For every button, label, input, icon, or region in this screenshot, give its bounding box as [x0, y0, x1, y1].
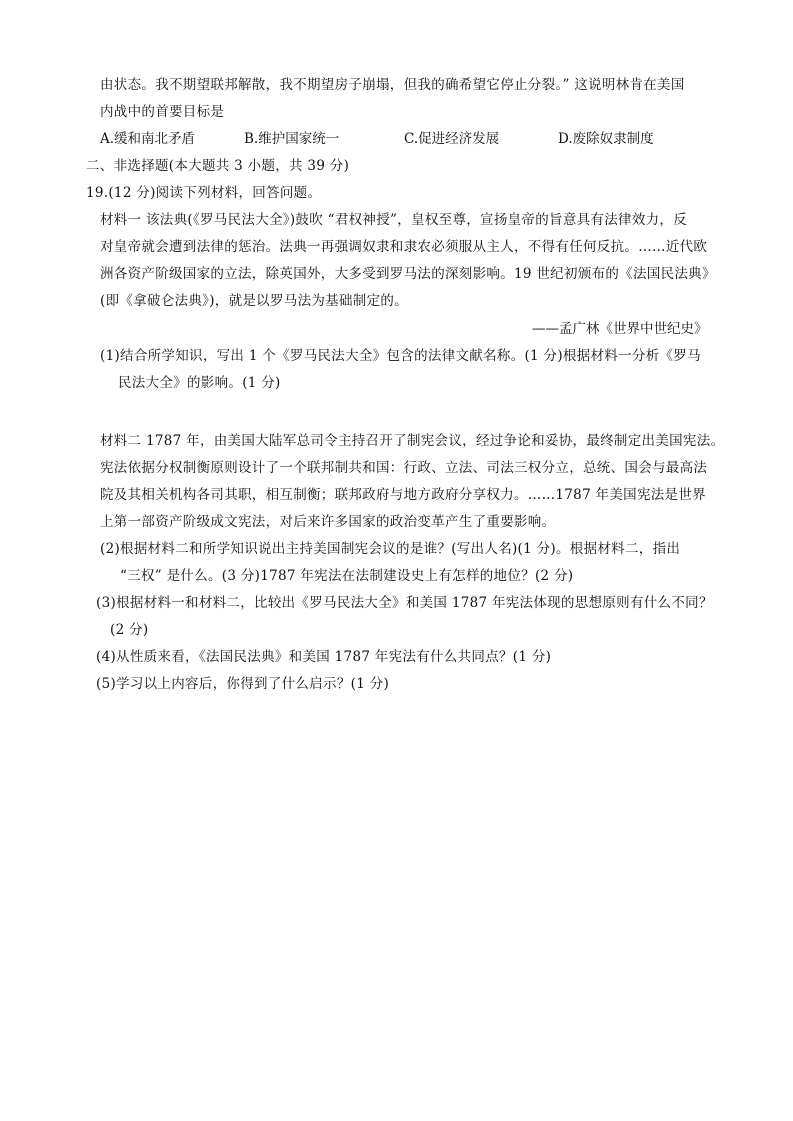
material-2-line-2: 宪法依据分权制衡原则设计了一个联邦制共和国：行政、立法、司法三权分立，总统、国会与最高法	[100, 460, 708, 476]
sub-question-3-line-1: (3)根据材料一和材料二，比较出《罗马民法大全》和美国 1787 年宪法体现的思想原则有什么不同？	[96, 595, 713, 611]
material-2-line-4: 上第一部资产阶级成文宪法，对后来许多国家的政治变革产生了重要影响。	[100, 514, 556, 530]
material-1-line-1: 材料一 该法典(《罗马民法大全》)鼓吹 “君权神授”，皇权至尊，宣扬皇帝的旨意具有法律效力，反	[100, 212, 688, 228]
sub-question-4: (4)从性质来看，《法国民法典》和美国 1787 年宪法有什么共同点？(1 分)	[96, 649, 552, 665]
sub-question-1-line-2: 民法大全》的影响。(1 分)	[118, 375, 281, 391]
material-2-line-3: 院及其相关机构各司其职，相互制衡；联邦政府与地方政府分享权力。……1787 年美国宪法是世界	[100, 487, 706, 503]
q18-option-a: A.缓和南北矛盾	[100, 131, 196, 147]
section-heading: 二、非选择题(本大题共 3 小题，共 39 分)	[86, 158, 350, 174]
sub-question-3-line-2: (2 分)	[110, 622, 149, 638]
q18-option-d: D.废除奴隶制度	[558, 131, 654, 147]
q18-option-b: B.维护国家统一	[244, 131, 340, 147]
sub-question-2-line-2: “三权” 是什么。(3 分)1787 年宪法在法制建设史上有怎样的地位？(2 分)	[120, 568, 574, 584]
q19-intro: 19.(12 分)阅读下列材料，回答问题。	[86, 185, 322, 201]
material-1-line-3: 洲各资产阶级国家的立法，除英国外，大多受到罗马法的深刻影响。19 世纪初颁布的《法国民法典》	[100, 266, 716, 282]
material-1-line-4: (即《拿破仑法典》)，就是以罗马法为基础制定的。	[100, 293, 408, 309]
material-2-line-1: 材料二 1787 年，由美国大陆军总司令主持召开了制宪会议，经过争论和妥协，最终制定出美国宪法。	[100, 433, 725, 449]
sub-question-1-line-1: (1)结合所学知识，写出 1 个《罗马民法大全》包含的法律文献名称。(1 分)根据材料一分析《罗马	[100, 348, 701, 364]
material-1-line-2: 对皇帝就会遭到法律的惩治。法典一再强调奴隶和隶农必须服从主人，不得有任何反抗。……近代欧	[100, 239, 708, 255]
sub-question-5: (5)学习以上内容后，你得到了什么启示？(1 分)	[96, 676, 390, 692]
material-1-source: ——孟广林《世界中世纪史》	[532, 321, 708, 337]
sub-question-2-line-1: (2)根据材料二和所学知识说出主持美国制宪会议的是谁？(写出人名)(1 分)。根据材料二，指出	[100, 541, 681, 557]
q18-stem-line-2: 内战中的首要目标是	[100, 104, 225, 120]
q18-option-c: C.促进经济发展	[404, 131, 500, 147]
q18-stem-line-1: 由状态。我不期望联邦解散，我不期望房子崩塌，但我的确希望它停止分裂。” 这说明林肯在美国	[100, 77, 685, 93]
